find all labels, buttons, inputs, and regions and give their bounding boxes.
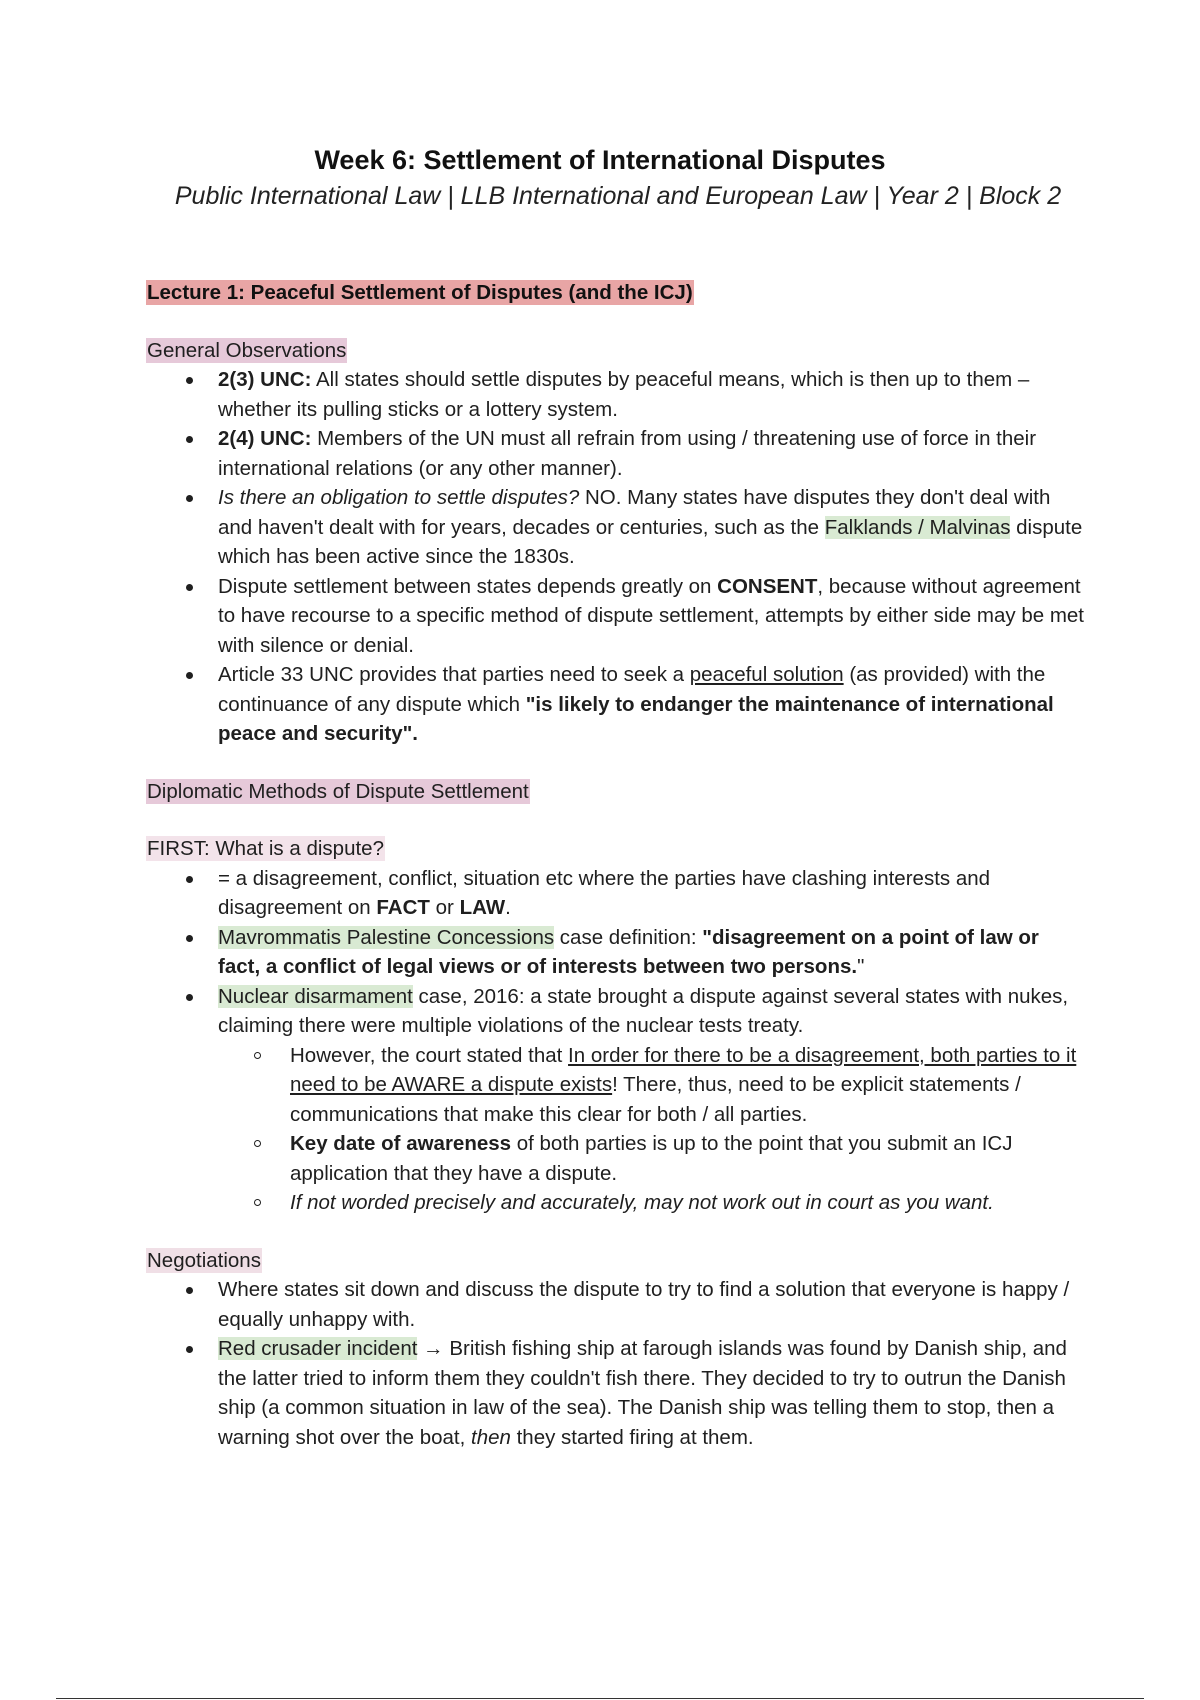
sub-list-item xyxy=(146,1129,1086,1188)
page-subtitle: Public International Law | LLB International and European Law | Year 2 | Block 2 xyxy=(174,182,1062,210)
bullet-text: of both parties is up to the point that you submit an ICJ application that they have a dispute. xyxy=(290,1132,1013,1185)
arrow-icon: → xyxy=(417,1337,450,1360)
diplomatic-methods-heading-row xyxy=(146,777,1086,807)
bullet-question: Is there an obligation to settle disputes? xyxy=(218,486,580,509)
bullet-text: or xyxy=(429,896,460,919)
bullet-text: " xyxy=(857,955,865,978)
case-highlight: Red crusader incident xyxy=(218,1337,418,1360)
page-bottom-rule xyxy=(56,1698,1144,1699)
general-observations-list xyxy=(146,365,1086,749)
lecture-heading-row xyxy=(146,278,1086,308)
bullet-text: case definition: xyxy=(554,925,703,949)
list-item xyxy=(146,660,1086,749)
general-observations-heading: General Observations xyxy=(147,338,347,362)
negotiations-heading-row xyxy=(146,1246,1086,1276)
bullet-text: Where states sit down and discuss the dispute to try to find a solution that everyone is happy / equally unhappy with. xyxy=(218,1278,1070,1331)
general-observations-heading-row xyxy=(146,336,1086,366)
sub-list-item xyxy=(146,1188,1086,1218)
bullet-text: . xyxy=(505,896,511,919)
bullet-emphasis: Key date of awareness xyxy=(290,1132,512,1155)
bullet-text: All states should settle disputes by peaceful means, which is then up to them – whether its pulling sticks or a lottery system. xyxy=(218,368,1030,421)
bullet-text: NO. Many states have disputes they don't deal with and haven't dealt with for years, decades or centuries, such as the xyxy=(218,486,1051,539)
page-title: Week 6: Settlement of International Disputes xyxy=(314,145,886,175)
bullet-quote: "is likely to endanger the maintenance of international peace and security". xyxy=(218,692,1054,745)
bullet-text: dispute which has been active since the 1830s. xyxy=(218,515,1083,568)
case-highlight: Mavrommatis Palestine Concessions xyxy=(218,925,555,949)
bullet-text: Article 33 UNC provides that parties need to seek a xyxy=(218,663,690,686)
bullet-text: British fishing ship at farough islands was found by Danish ship, and the latter tried to inform them they couldn't fish there. They decided to try to outrun the Danish ship (a common situation in law of the sea). The Danish ship was telling them to stop, then a warning shot over the boat, xyxy=(218,1337,1067,1449)
italic-text: If not worded precisely and accurately, may not work out in court as you want. xyxy=(290,1191,994,1214)
bullet-text: case, 2016: a state brought a dispute against several states with nukes, claiming there were multiple violations of the nuclear tests treaty. xyxy=(218,984,1069,1037)
bullet-text: Members of the UN must all refrain from using / threatening use of force in their international relations (or any other manner). xyxy=(218,427,1037,480)
bullet-emphasis: FACT xyxy=(376,896,430,919)
bullet-lead: 2(3) UNC: xyxy=(218,368,312,391)
dispute-definition-list xyxy=(146,864,1086,1218)
bullet-emphasis: LAW xyxy=(459,896,506,919)
sub-list-item xyxy=(146,1041,1086,1130)
first-heading-row xyxy=(146,834,1086,864)
diplomatic-methods-heading: Diplomatic Methods of Dispute Settlement xyxy=(147,779,529,803)
bullet-emphasis: CONSENT xyxy=(717,574,818,598)
list-item xyxy=(146,923,1086,982)
bullet-text: they started firing at them. xyxy=(510,1425,754,1449)
list-item xyxy=(146,424,1086,483)
bullet-text: = a disagreement, conflict, situation etc where the parties have clashing interests and disagreement on xyxy=(218,866,991,919)
lecture-heading: Lecture 1: Peaceful Settlement of Disputes (and the ICJ) xyxy=(147,281,693,304)
negotiations-heading: Negotiations xyxy=(147,1248,261,1272)
list-item xyxy=(146,1275,1086,1334)
list-item xyxy=(146,1334,1086,1452)
underlined-text: In order for there to be a disagreement, both parties to it need to be AWARE a dispute exists xyxy=(290,1043,1077,1096)
list-item xyxy=(146,365,1086,424)
sub-list xyxy=(218,1041,1086,1218)
case-highlight: Nuclear disarmament xyxy=(218,984,413,1008)
italic-text: then xyxy=(471,1425,511,1449)
list-item xyxy=(146,483,1086,572)
list-item xyxy=(146,572,1086,661)
bullet-quote: "disagreement on a point of law or fact, a conflict of legal views or of interests between two persons. xyxy=(218,925,1039,978)
negotiations-list xyxy=(146,1275,1086,1452)
bullet-text: However, the court stated that xyxy=(290,1043,569,1067)
bullet-text: Dispute settlement between states depends greatly on xyxy=(218,574,718,598)
list-item xyxy=(146,982,1086,1218)
case-highlight: Falklands / Malvinas xyxy=(824,515,1011,539)
bullet-text: ! There, thus, need to be explicit statements / communications that make this clear for both / all parties. xyxy=(290,1073,1021,1126)
list-item xyxy=(146,864,1086,923)
bullet-text: , because without agreement to have recourse to a specific method of dispute settlement, attempts by either side may be met with silence or denial. xyxy=(218,574,1084,657)
underlined-text: peaceful solution xyxy=(689,663,844,686)
document-body xyxy=(146,278,1086,1452)
bullet-text: (as provided) with the continuance of any dispute which xyxy=(218,663,1046,716)
bullet-lead: 2(4) UNC: xyxy=(218,427,312,450)
what-is-dispute-heading: FIRST: What is a dispute? xyxy=(147,837,384,860)
